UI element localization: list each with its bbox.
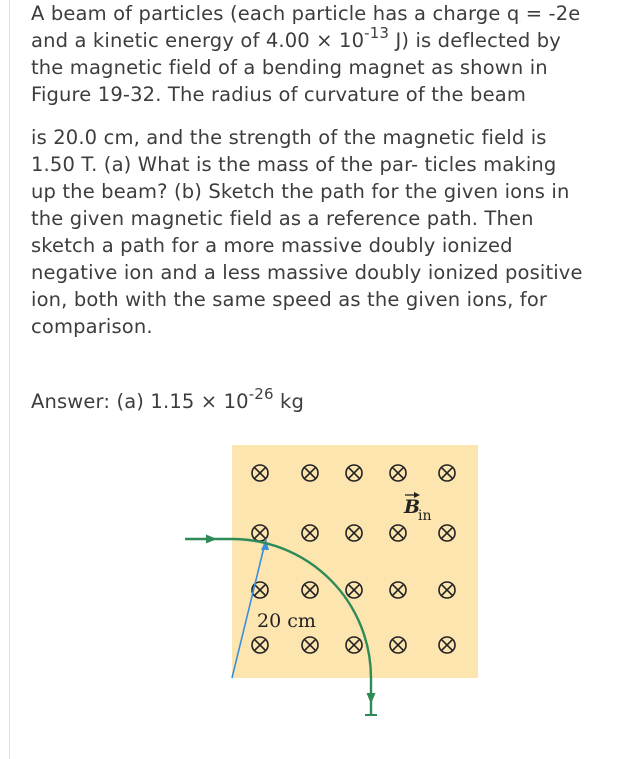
problem-line: A beam of particles (each particle has a charge q = -2e	[31, 2, 581, 25]
problem-paragraph-2	[31, 124, 631, 340]
answer-text: Answer: (a) $1.15 \times 10^{-26}$ kg	[31, 385, 305, 413]
beam-exit-arrowhead	[367, 693, 376, 704]
problem-line: sketch a path for a more massive doubly ionized	[31, 234, 513, 257]
problem-line: Figure 19-32. The radius of curvature of the beam	[31, 83, 526, 106]
problem-line: the given magnetic field as a reference path. Then	[31, 207, 534, 230]
problem-line: ion, both with the same speed as the given ions, for	[31, 288, 548, 311]
figure-svg	[180, 440, 490, 730]
problem-line: negative ion and a less massive doubly ionized positive	[31, 261, 583, 284]
beam-entry-arrowhead	[206, 535, 217, 544]
problem-line: is 20.0 cm, and the strength of the magnetic field is	[31, 126, 547, 149]
problem-line: 1.50 T. (a) What is the mass of the par- ticles making	[31, 153, 557, 176]
magnetic-field-figure	[180, 440, 490, 730]
problem-paragraph-1	[31, 0, 631, 108]
left-border	[9, 0, 10, 759]
problem-line: and a kinetic energy of $4.00 \times 10^{-13}$ J) is deflected by	[31, 24, 561, 52]
radius-label: 20 cm	[257, 610, 316, 632]
field-label-b: B	[404, 496, 421, 518]
field-label-sub: in	[418, 508, 432, 524]
problem-line: comparison.	[31, 315, 153, 338]
problem-line: up the beam? (b) Sketch the path for the given ions in	[31, 180, 570, 203]
problem-line: the magnetic field of a bending magnet as shown in	[31, 56, 548, 79]
